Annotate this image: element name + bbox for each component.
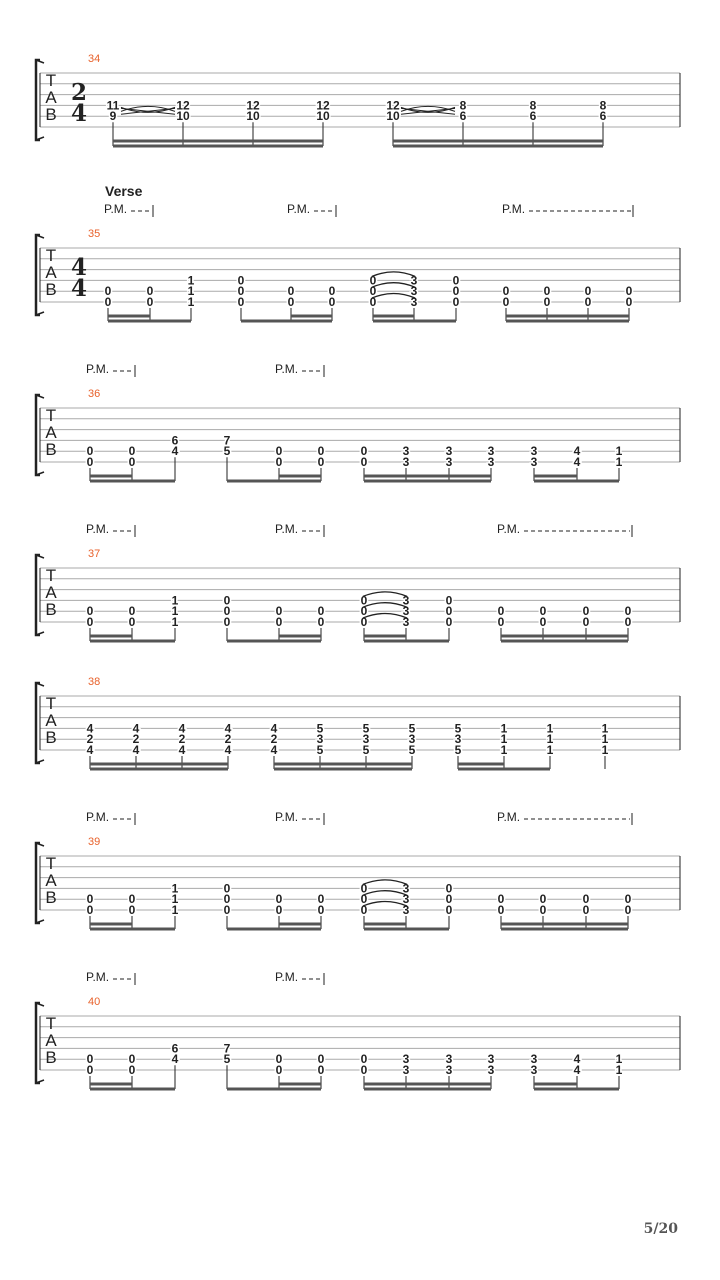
fret-number: 2 [178,732,186,747]
fret-number: 4 [171,444,179,459]
fret-number: 0 [445,593,453,608]
fret-number: 0 [369,295,377,309]
system-bracket [36,555,40,635]
fret-number: 6 [459,109,467,124]
fret-number: 3 [402,444,410,459]
section-label: Verse [105,183,143,199]
fret-number: 1 [546,721,554,736]
fret-number: 0 [445,615,453,629]
fret-number: 0 [86,604,94,619]
fret-number: 5 [362,743,370,757]
tab-clef-letter: A [45,871,57,890]
tab-clef-letter: A [45,583,57,602]
fret-number: 4 [573,455,581,469]
fret-number: 1 [187,295,195,309]
fret-number: 0 [497,615,505,629]
fret-number: 1 [615,444,623,459]
palm-mute-label: P.M. [275,970,299,984]
fret-number: 3 [402,892,410,907]
fret-number: 3 [445,444,453,459]
fret-number: 0 [223,604,231,619]
fret-number: 3 [454,732,462,747]
tab-clef-letter: B [45,728,57,747]
fret-number: 1 [500,732,508,747]
fret-number: 0 [128,444,136,459]
fret-number: 6 [171,1041,179,1056]
fret-number: 0 [360,593,368,608]
fret-number: 10 [246,109,260,124]
measure-number: 37 [88,548,101,560]
fret-number: 3 [402,881,410,896]
fret-number: 5 [223,444,231,459]
fret-number: 1 [171,593,179,608]
fret-number: 0 [146,295,154,309]
palm-mute-label: P.M. [275,362,299,376]
fret-number: 0 [86,444,94,459]
fret-number: 0 [317,604,325,619]
palm-mute-label: P.M. [104,202,128,216]
fret-number: 0 [317,444,325,459]
fret-number: 0 [128,1052,136,1067]
time-signature-bottom: 4 [70,100,88,127]
fret-number: 7 [223,433,231,448]
fret-number: 0 [360,892,368,907]
fret-number: 0 [237,295,245,309]
fret-number: 0 [128,903,136,917]
tie-arc [372,272,415,277]
fret-number: 0 [86,455,94,469]
fret-number: 0 [582,903,590,917]
tab-clef-letter: T [45,71,57,90]
fret-number: 5 [316,721,324,736]
fret-number: 4 [132,721,140,736]
tab-clef-letter: A [45,711,57,730]
fret-number: 3 [402,604,410,619]
fret-number: 3 [408,732,416,747]
fret-number: 0 [360,455,368,469]
fret-number: 3 [402,615,410,629]
fret-number: 3 [530,444,538,459]
time-signature-top: 2 [70,79,88,106]
fret-number: 0 [543,295,551,309]
fret-number: 3 [410,284,418,299]
fret-number: 3 [530,1052,538,1067]
fret-number: 0 [497,892,505,907]
fret-number: 0 [317,1063,325,1077]
measure-number: 35 [88,228,101,240]
fret-number: 0 [86,615,94,629]
fret-number: 1 [171,892,179,907]
tab-clef-letter: T [45,566,57,585]
fret-number: 5 [316,743,324,757]
fret-number: 0 [317,903,325,917]
fret-number: 0 [582,604,590,619]
fret-number: 0 [360,1052,368,1067]
fret-number: 3 [402,1052,410,1067]
tab-clef-letter: B [45,1048,57,1067]
fret-number: 0 [237,284,245,299]
fret-number: 0 [275,444,283,459]
fret-number: 0 [128,615,136,629]
fret-number: 0 [86,1063,94,1077]
fret-number: 12 [386,98,400,113]
tie-arc [372,283,415,288]
fret-number: 4 [178,721,186,736]
measure-number: 39 [88,836,101,848]
fret-number: 0 [275,455,283,469]
fret-number: 0 [360,604,368,619]
fret-number: 0 [584,284,592,299]
fret-number: 5 [408,721,416,736]
palm-mute-label: P.M. [86,522,110,536]
fret-number: 0 [624,604,632,619]
fret-number: 1 [187,273,195,288]
fret-number: 8 [529,98,537,113]
tie-arc [363,592,407,597]
fret-number: 0 [86,1052,94,1067]
fret-number: 0 [445,903,453,917]
fret-number: 0 [445,604,453,619]
fret-number: 0 [543,284,551,299]
fret-number: 0 [287,295,295,309]
fret-number: 4 [270,721,278,736]
fret-number: 0 [223,903,231,917]
fret-number: 8 [599,98,607,113]
fret-number: 0 [275,903,283,917]
fret-number: 0 [584,295,592,309]
fret-number: 4 [224,743,232,757]
fret-number: 12 [246,98,260,113]
fret-number: 10 [386,109,400,124]
fret-number: 1 [546,732,554,747]
fret-number: 0 [502,284,510,299]
fret-number: 4 [573,1063,581,1077]
fret-number: 3 [316,732,324,747]
system-bracket [36,60,40,140]
palm-mute-label: P.M. [287,202,311,216]
fret-number: 0 [128,1063,136,1077]
tab-clef-letter: A [45,263,57,282]
fret-number: 3 [445,1052,453,1067]
fret-number: 1 [601,732,609,747]
fret-number: 0 [328,295,336,309]
palm-mute-label: P.M. [275,810,299,824]
fret-number: 0 [146,284,154,299]
fret-number: 0 [582,615,590,629]
palm-mute-label: P.M. [275,522,299,536]
fret-number: 0 [104,295,112,309]
fret-number: 0 [223,615,231,629]
fret-number: 0 [539,604,547,619]
fret-number: 3 [530,455,538,469]
fret-number: 12 [176,98,190,113]
fret-number: 1 [615,1063,623,1077]
fret-number: 0 [539,892,547,907]
fret-number: 0 [452,273,460,288]
fret-number: 0 [582,892,590,907]
time-signature-top: 4 [70,254,88,281]
fret-number: 12 [316,98,330,113]
fret-number: 0 [360,615,368,629]
fret-number: 1 [500,721,508,736]
fret-number: 1 [601,721,609,736]
fret-number: 3 [487,455,495,469]
measure-number: 38 [88,676,101,688]
fret-number: 10 [316,109,330,124]
tab-clef-letter: A [45,1031,57,1050]
tie-arc [363,902,407,907]
fret-number: 0 [624,903,632,917]
tie-arc [372,294,415,299]
fret-number: 1 [500,743,508,757]
fret-number: 3 [402,593,410,608]
fret-number: 3 [487,1063,495,1077]
tab-clef-letter: T [45,406,57,425]
fret-number: 0 [445,892,453,907]
fret-number: 0 [128,892,136,907]
fret-number: 0 [317,1052,325,1067]
fret-number: 0 [223,892,231,907]
tab-clef-letter: A [45,423,57,442]
fret-number: 0 [625,295,633,309]
tie-arc [363,614,407,619]
fret-number: 0 [502,295,510,309]
fret-number: 1 [546,743,554,757]
fret-number: 8 [459,98,467,113]
fret-number: 0 [317,455,325,469]
fret-number: 0 [237,273,245,288]
fret-number: 3 [410,273,418,288]
fret-number: 3 [530,1063,538,1077]
fret-number: 4 [270,743,278,757]
fret-number: 0 [369,273,377,288]
fret-number: 3 [362,732,370,747]
palm-mute-label: P.M. [497,522,521,536]
system-bracket [36,843,40,923]
fret-number: 1 [171,903,179,917]
fret-number: 0 [223,881,231,896]
fret-number: 0 [275,615,283,629]
measure-number: 34 [88,53,101,65]
fret-number: 0 [539,615,547,629]
fret-number: 1 [171,615,179,629]
fret-number: 2 [224,732,232,747]
fret-number: 9 [109,109,117,124]
fret-number: 3 [445,455,453,469]
fret-number: 0 [128,455,136,469]
fret-number: 3 [487,444,495,459]
fret-number: 4 [132,743,140,757]
fret-number: 4 [224,721,232,736]
fret-number: 2 [132,732,140,747]
fret-number: 0 [223,593,231,608]
fret-number: 1 [171,604,179,619]
tab-clef-letter: B [45,105,57,124]
fret-number: 0 [317,892,325,907]
fret-number: 3 [410,295,418,309]
palm-mute-label: P.M. [86,810,110,824]
fret-number: 6 [171,433,179,448]
page-number: 5/20 [643,1221,678,1237]
fret-number: 5 [454,721,462,736]
fret-number: 10 [176,109,190,124]
tab-clef-letter: T [45,854,57,873]
tab-clef-letter: T [45,246,57,265]
fret-number: 0 [275,604,283,619]
fret-number: 7 [223,1041,231,1056]
fret-number: 0 [86,892,94,907]
palm-mute-label: P.M. [86,970,110,984]
fret-number: 5 [223,1052,231,1067]
fret-number: 4 [86,721,94,736]
fret-number: 3 [487,1052,495,1067]
fret-number: 1 [601,743,609,757]
fret-number: 4 [573,1052,581,1067]
fret-number: 4 [178,743,186,757]
palm-mute-label: P.M. [502,202,526,216]
system-bracket [36,683,40,763]
fret-number: 0 [317,615,325,629]
fret-number: 0 [539,903,547,917]
fret-number: 3 [445,1063,453,1077]
fret-number: 1 [187,284,195,299]
fret-number: 0 [328,284,336,299]
fret-number: 5 [454,743,462,757]
tab-clef-letter: A [45,88,57,107]
fret-number: 1 [615,1052,623,1067]
fret-number: 6 [529,109,537,124]
palm-mute-label: P.M. [86,362,110,376]
fret-number: 2 [86,732,94,747]
fret-number: 3 [402,1063,410,1077]
fret-number: 0 [86,903,94,917]
fret-number: 0 [624,892,632,907]
fret-number: 0 [624,615,632,629]
tab-clef-letter: B [45,280,57,299]
tab-clef-letter: T [45,1014,57,1033]
fret-number: 0 [128,604,136,619]
fret-number: 0 [360,903,368,917]
tab-clef-letter: B [45,600,57,619]
fret-number: 11 [106,98,120,113]
tab-clef-letter: B [45,888,57,907]
measure-number: 40 [88,996,101,1008]
fret-number: 4 [573,444,581,459]
fret-number: 0 [452,295,460,309]
fret-number: 0 [497,604,505,619]
fret-number: 1 [615,455,623,469]
fret-number: 0 [497,903,505,917]
fret-number: 0 [275,892,283,907]
fret-number: 0 [360,1063,368,1077]
fret-number: 6 [599,109,607,124]
fret-number: 3 [402,903,410,917]
fret-number: 0 [287,284,295,299]
fret-number: 0 [369,284,377,299]
fret-number: 0 [360,881,368,896]
fret-number: 0 [625,284,633,299]
tie-arc [363,880,407,885]
fret-number: 2 [270,732,278,747]
fret-number: 0 [452,284,460,299]
fret-number: 0 [104,284,112,299]
fret-number: 0 [445,881,453,896]
fret-number: 0 [275,1063,283,1077]
tab-clef-letter: T [45,694,57,713]
fret-number: 0 [360,444,368,459]
fret-number: 5 [362,721,370,736]
fret-number: 0 [275,1052,283,1067]
system-bracket [36,1003,40,1083]
fret-number: 3 [402,455,410,469]
measure-number: 36 [88,388,101,400]
tie-arc [363,891,407,896]
fret-number: 5 [408,743,416,757]
tie-arc [363,603,407,608]
palm-mute-label: P.M. [497,810,521,824]
fret-number: 4 [171,1052,179,1067]
fret-number: 4 [86,743,94,757]
system-bracket [36,235,40,315]
fret-number: 1 [171,881,179,896]
system-bracket [36,395,40,475]
tab-clef-letter: B [45,440,57,459]
time-signature-bottom: 4 [70,275,88,302]
